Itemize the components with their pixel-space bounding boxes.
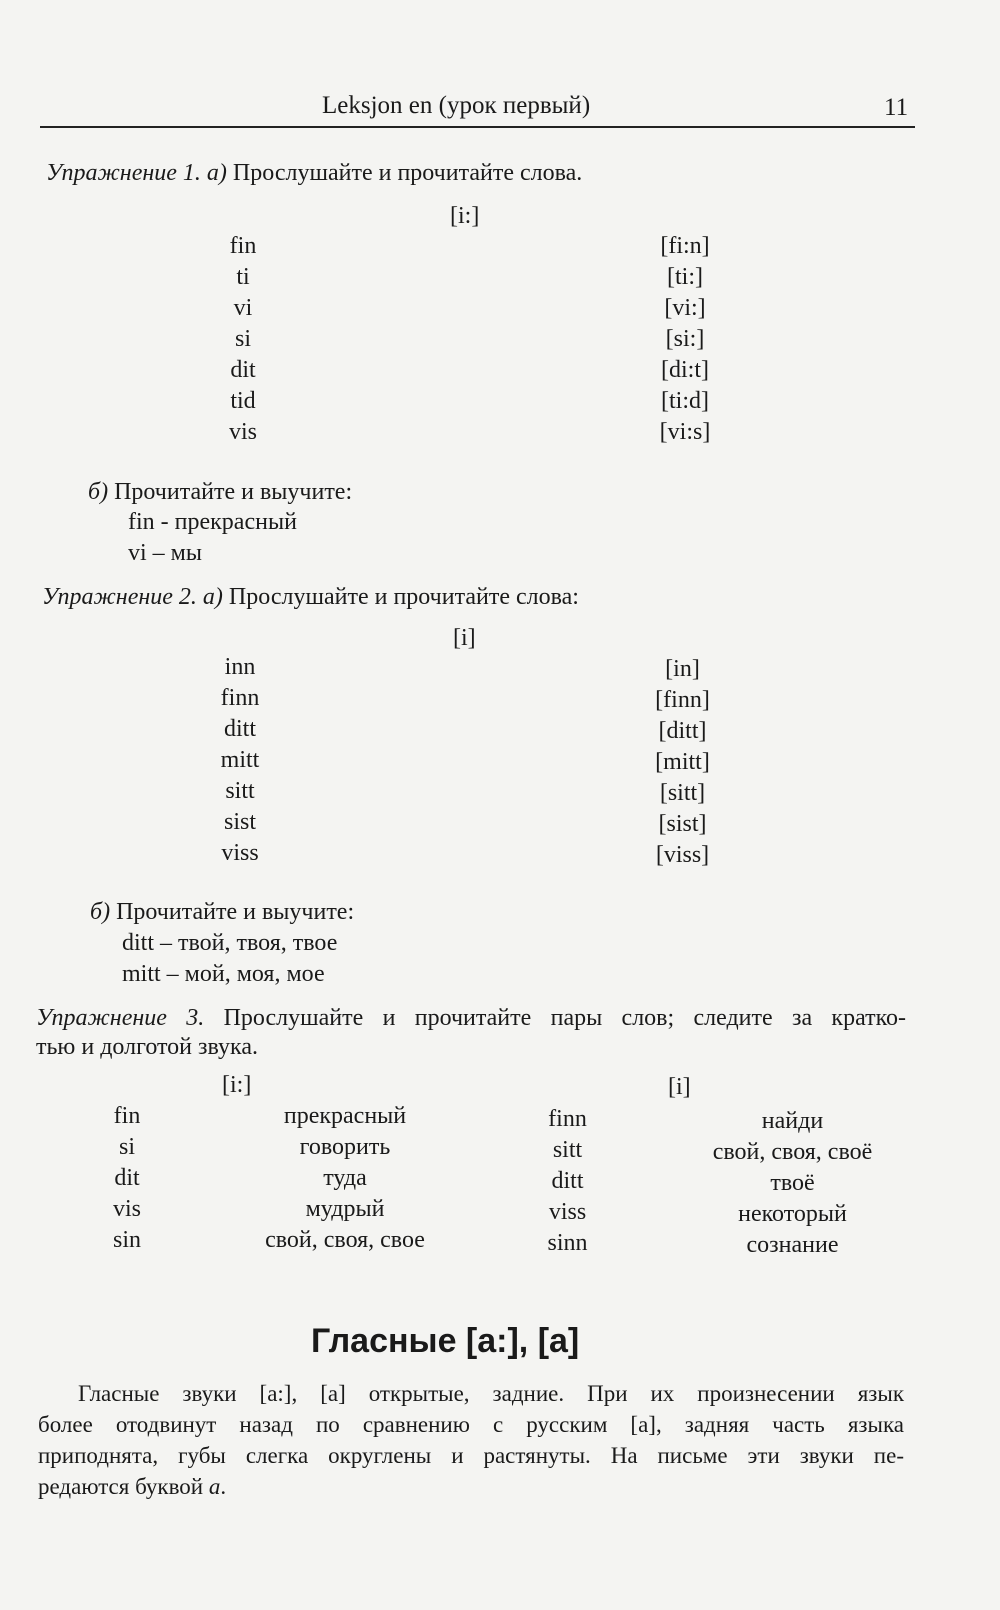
exercise-2-phoneme: [i] (453, 625, 476, 651)
transcription: [di:t] (661, 357, 709, 383)
word: vi (233, 295, 253, 321)
transcription: [ti:] (667, 264, 703, 290)
word: fin (113, 1103, 141, 1129)
paragraph-line-last (38, 1471, 904, 1502)
exercise-3-instruction (36, 1005, 906, 1032)
word: vis (228, 419, 257, 445)
word: mitt (220, 747, 260, 773)
section-heading: Гласные [a:], [a] (311, 1322, 580, 1360)
exercise-1-sub-b: б) (88, 479, 109, 505)
word: tid (230, 388, 256, 414)
transcription: [ditt] (658, 718, 707, 744)
word: ditt (223, 716, 256, 742)
page-number: 11 (884, 94, 909, 121)
word: vis (112, 1196, 141, 1222)
transcription: [vi:s] (659, 419, 711, 445)
exercise-3-text-line-1: Прослушайте и прочитайте пары слов; следите за кратко- (223, 1005, 907, 1031)
exercise-3-label: Упражнение 3. (36, 1005, 205, 1031)
exercise-3-long-header: [i:] (222, 1072, 252, 1098)
word: sitt (552, 1137, 583, 1163)
transcription: [viss] (655, 842, 710, 868)
word: sist (223, 809, 256, 835)
word: ditt (551, 1168, 584, 1194)
word: fin (229, 233, 257, 259)
word: viss (221, 840, 259, 866)
running-header-title: Leksjon en (урок первый) (322, 92, 591, 119)
word: finn (220, 685, 260, 711)
vocab-item: vi – мы (128, 540, 202, 566)
meaning: туда (323, 1165, 367, 1191)
paragraph-line: редаются буквой (38, 1474, 209, 1499)
meaning: твоё (770, 1170, 815, 1196)
transcription: [sist] (658, 811, 707, 837)
word: finn (548, 1106, 587, 1132)
exercise-2-text: Прослушайте и прочитайте слова: (228, 584, 579, 610)
exercise-3-text-line-2: тью и долготой звука. (36, 1034, 258, 1060)
paragraph-end: . (220, 1474, 227, 1499)
word: viss (548, 1199, 587, 1225)
meaning: мудрый (305, 1196, 385, 1222)
exercise-1-b-text: Прочитайте и выучите: (114, 479, 353, 505)
exercise-1-phoneme: [i:] (450, 203, 480, 229)
meaning: некоторый (738, 1201, 847, 1227)
meaning: прекрасный (283, 1103, 407, 1129)
transcription: [fi:n] (660, 233, 710, 259)
transcription: [finn] (655, 687, 710, 713)
exercise-1-part-b (88, 479, 352, 506)
vocab-item: mitt – мой, моя, мое (122, 961, 325, 987)
paragraph-line: Гласные звуки [a:], [a] открытые, задние. При их произнесении язык (78, 1381, 904, 1406)
paragraph-line: приподнята, губы слегка округлены и растянуты. На письме эти звуки пе- (38, 1443, 904, 1468)
transcription: [si:] (665, 326, 705, 352)
word: ti (236, 264, 250, 290)
word: dit (114, 1165, 140, 1191)
meaning: свой, своя, свое (265, 1227, 425, 1253)
exercise-1-instruction (46, 160, 582, 187)
exercise-2-part-b (90, 899, 354, 926)
word: inn (224, 654, 256, 680)
transcription: [in] (665, 656, 700, 682)
meaning: сознание (746, 1232, 839, 1258)
word: sin (112, 1227, 141, 1253)
section-paragraph (38, 1378, 904, 1502)
transcription: [ti:d] (661, 388, 709, 414)
vocab-item: ditt – твой, твоя, твое (122, 930, 338, 956)
exercise-3-short-header: [i] (668, 1074, 691, 1100)
exercise-2-sub-b: б) (90, 899, 111, 925)
exercise-1-sub-a: а) (206, 160, 227, 186)
exercise-1-text: Прослушайте и прочитайте слова. (232, 160, 583, 186)
word: sinn (547, 1230, 588, 1256)
meaning: говорить (299, 1134, 391, 1160)
transcription: [sitt] (659, 780, 706, 806)
paragraph-letter: a (208, 1474, 221, 1499)
meaning: найди (761, 1108, 824, 1134)
vocab-item: fin - прекрасный (128, 509, 297, 535)
transcription: [mitt] (655, 749, 710, 775)
exercise-2-label: Упражнение 2. (42, 584, 197, 610)
exercise-2-sub-a: а) (202, 584, 223, 610)
transcription: [vi:] (664, 295, 706, 321)
exercise-2-b-text: Прочитайте и выучите: (116, 899, 355, 925)
meaning: свой, своя, своё (712, 1139, 873, 1165)
word: dit (230, 357, 256, 383)
word: sitt (225, 778, 255, 804)
word: si (118, 1134, 135, 1160)
header-rule (40, 126, 915, 128)
exercise-1-label: Упражнение 1. (46, 160, 201, 186)
exercise-2-instruction (42, 584, 579, 611)
paragraph-line: более отодвинут назад по сравнению с русским [a], задняя часть языка (38, 1412, 904, 1437)
word: si (234, 326, 251, 352)
